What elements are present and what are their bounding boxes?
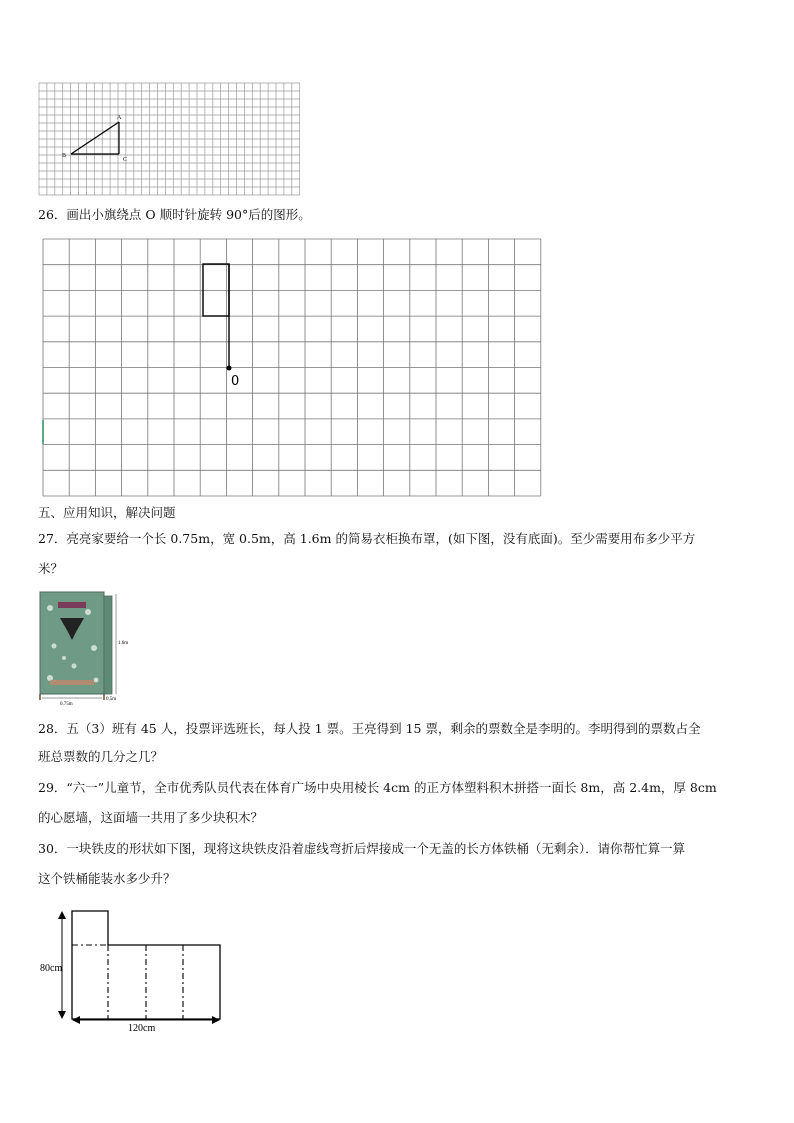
point-o [227, 366, 232, 371]
question-27-line2: 米？ [38, 561, 64, 576]
top-grid-svg [38, 82, 302, 196]
section-5-title: 五、应用知识，解决问题 [38, 505, 176, 520]
q26-grid-svg [42, 238, 546, 498]
top-grid-figure [38, 82, 302, 196]
sheet-svg [36, 905, 232, 1033]
question-29-line1: 29．“六一”儿童节，全市优秀队员代表在体育广场中央用棱长 4cm 的正方体塑料积木拼搭一面长 8m，高 2.4m，厚 8cm [38, 780, 717, 795]
dim-width: 0.5m [106, 697, 117, 702]
question-29-line2: 的心愿墙，这面墙一共用了多少块积木？ [38, 810, 264, 825]
arrow-left-icon [72, 1016, 80, 1024]
vertex-label-c: C [123, 157, 128, 163]
dim-length: 0.75m [60, 702, 73, 706]
wardrobe-svg [36, 588, 136, 706]
question-30-line2: 这个铁桶能装水多少升？ [38, 871, 176, 886]
q26-grid-figure [42, 238, 546, 498]
height-label: 80cm [40, 963, 63, 974]
wardrobe-top-band [58, 602, 86, 608]
point-o-label: 0 [231, 374, 240, 389]
question-28-line1: 28．五（3）班有 45 人，投票评选班长，每人投 1 票。王亮得到 15 票，剩余的票数全是李明的。李明得到的票数占全 [38, 721, 701, 736]
question-26: 26．画出小旗绕点 O 顺时针旋转 90°后的图形。 [38, 207, 311, 222]
wardrobe-figure [36, 588, 136, 706]
arrow-up-icon [58, 911, 66, 919]
vertex-label-a: A [117, 115, 122, 121]
width-label: 120cm [128, 1023, 156, 1033]
question-30-line1: 30．一块铁皮的形状如下图，现将这块铁皮沿着虚线弯折后焊接成一个无盖的长方体铁桶（无剩余）．请你帮忙算一算 [38, 841, 686, 856]
arrow-right-icon [212, 1016, 220, 1024]
dim-height: 1.6m [118, 641, 129, 646]
wardrobe-side [104, 596, 112, 694]
sheet-top-flap [72, 911, 108, 945]
wardrobe-bottom-band [50, 680, 94, 685]
sheet-figure [36, 905, 232, 1033]
vertex-label-b: B [62, 153, 67, 159]
question-27-line1: 27．亮亮家要给一个长 0.75m，宽 0.5m，高 1.6m 的简易衣柜换布罩，(如下图，没有底面)。至少需要用布多少平方 [38, 531, 696, 546]
question-28-line2: 班总票数的几分之几？ [38, 749, 164, 764]
arrow-down-icon [58, 1011, 66, 1019]
